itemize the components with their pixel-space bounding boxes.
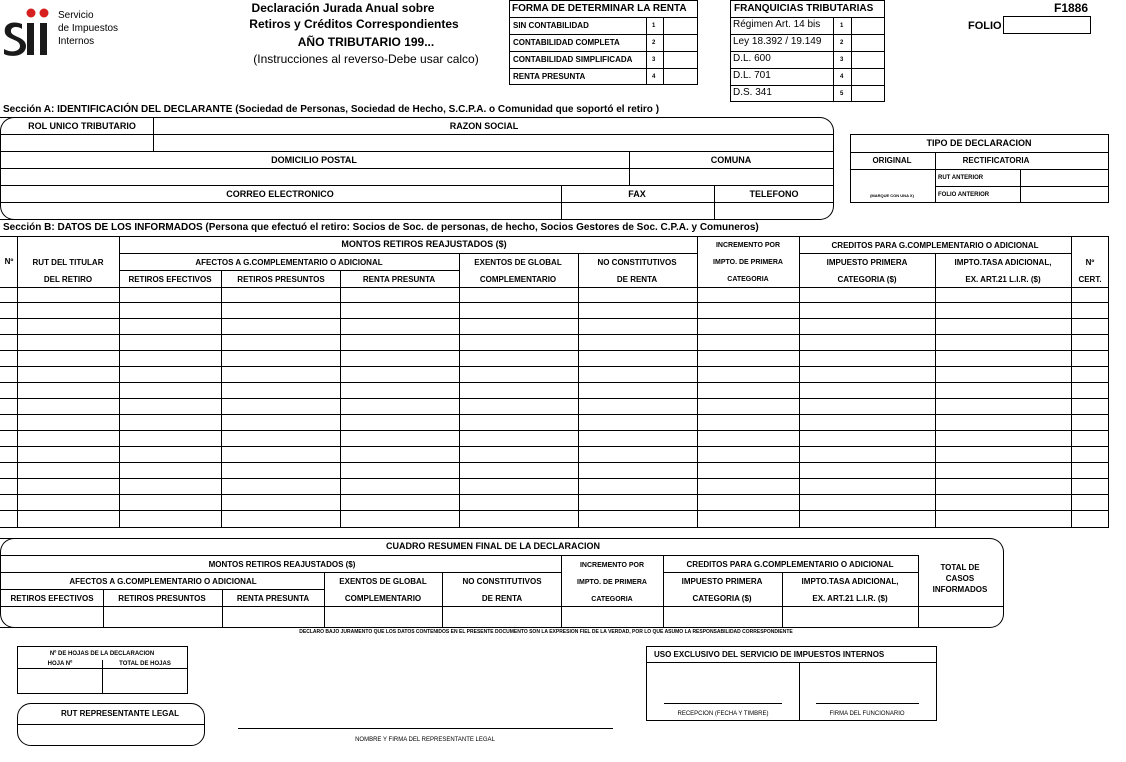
domicilio-input[interactable]	[1, 169, 628, 185]
resumen-creditos: CREDITOS PARA G.COMPLEMENTARIO O ADICIONAL	[686, 560, 894, 569]
col-afectos: AFECTOS A G.COMPLEMENTARIO O ADICIONAL	[195, 258, 383, 267]
rut-label: ROL UNICO TRIBUTARIO	[28, 121, 136, 131]
form-title-line1: Declaración Jurada Anual sobre	[251, 1, 435, 15]
form-subtitle: (Instrucciones al reverso-Debe usar calco)	[253, 52, 479, 66]
declaration-text: DECLARO BAJO JURAMENTO QUE LOS DATOS CONTENIDOS EN EL PRESENTE DOCUMENTO SON LA EXPRESION FIEL DE LA VERDAD, POR LO QUE ASUMO LA RESPONSABILIDAD CORRESPONDIENTE	[299, 629, 793, 635]
fax-input[interactable]	[562, 203, 713, 219]
forma-renta-num: 4	[652, 74, 656, 80]
franquicia-num: 2	[840, 40, 844, 46]
resumen-no-constitutivos: DE RENTA	[481, 594, 523, 603]
rut-input[interactable]	[1, 135, 152, 151]
col-retiros-efectivos: RETIROS EFECTIVOS	[128, 275, 212, 284]
franquicias-title: FRANQUICIAS TRIBUTARIAS	[734, 3, 874, 14]
domicilio-label: DOMICILIO POSTAL	[271, 155, 357, 165]
resumen-montos: MONTOS RETIROS REAJUSTADOS ($)	[208, 560, 356, 569]
org-name-line2: de Impuestos	[58, 23, 119, 34]
rut-representante-input[interactable]	[30, 725, 192, 744]
rectificatoria-label: RECTIFICATORIA	[962, 156, 1030, 165]
resumen-input-row[interactable]	[10, 607, 1000, 626]
col-rut-titular: RUT DEL TITULAR	[32, 258, 104, 267]
col-renta-presunta: RENTA PRESUNTA	[362, 275, 436, 284]
telefono-label: TELEFONO	[749, 189, 799, 199]
tipo-declaracion-title: TIPO DE DECLARACION	[926, 138, 1032, 148]
franquicia-item: Ley 18.392 / 19.149	[733, 36, 822, 47]
col-impuesto-primera: CATEGORIA ($)	[837, 275, 897, 284]
resumen-renta-presunta: RENTA PRESUNTA	[236, 594, 310, 603]
franquicia-checkbox[interactable]	[852, 35, 884, 51]
col-incremento: CATEGORIA	[727, 276, 769, 283]
uso-exclusivo-title: USO EXCLUSIVO DEL SERVICIO DE IMPUESTOS INTERNOS	[654, 650, 885, 659]
col-cert: Nº	[1085, 258, 1095, 267]
resumen-incremento: IMPTO. DE PRIMERA	[577, 579, 647, 586]
col-impto-tasa: EX. ART.21 L.I.R. ($)	[965, 275, 1041, 284]
franquicia-checkbox[interactable]	[852, 86, 884, 102]
org-name-line1: Servicio	[58, 10, 94, 21]
resumen-total-casos: INFORMADOS	[932, 585, 988, 594]
forma-renta-item: SIN CONTABILIDAD	[513, 21, 589, 30]
form-title-year: AÑO TRIBUTARIO 199...	[297, 35, 435, 49]
col-exentos: COMPLEMENTARIO	[479, 275, 557, 284]
hoja-n-label: HOJA Nº	[47, 661, 73, 667]
col-creditos: CREDITOS PARA G.COMPLEMENTARIO O ADICIONAL	[831, 241, 1039, 250]
firma-line	[238, 728, 613, 729]
table-row[interactable]	[18, 288, 1071, 527]
rut-anterior-input[interactable]	[1021, 170, 1108, 186]
franquicia-num: 5	[840, 91, 844, 97]
resumen-impto-tasa: IMPTO.TASA ADICIONAL,	[801, 577, 899, 586]
franquicia-checkbox[interactable]	[852, 18, 884, 34]
franquicia-checkbox[interactable]	[852, 69, 884, 85]
resumen-total-casos: TOTAL DE	[940, 563, 980, 572]
forma-renta-item: CONTABILIDAD COMPLETA	[513, 38, 620, 47]
sii-logo-icon	[2, 6, 54, 56]
col-exentos: EXENTOS DE GLOBAL	[474, 258, 562, 267]
col-no-constitutivos: NO CONSTITUTIVOS	[597, 258, 677, 267]
resumen-retiros-presuntos: RETIROS PRESUNTOS	[118, 594, 206, 603]
total-hojas-label: TOTAL DE HOJAS	[119, 661, 171, 667]
hoja-n-input[interactable]	[18, 669, 101, 693]
firma-funcionario-label: FIRMA DEL FUNCIONARIO	[829, 711, 905, 717]
correo-input[interactable]	[10, 203, 560, 219]
firma-representante-label: NOMBRE Y FIRMA DEL REPRESENTANTE LEGAL	[355, 737, 495, 743]
resumen-exentos: EXENTOS DE GLOBAL	[339, 577, 427, 586]
franquicia-checkbox[interactable]	[852, 52, 884, 68]
forma-renta-item: RENTA PRESUNTA	[513, 72, 586, 81]
rut-representante-label: RUT REPRESENTANTE LEGAL	[60, 709, 180, 718]
marque-x-label: (MARQUE CON UNA X)	[870, 193, 914, 198]
franquicia-num: 1	[840, 23, 844, 29]
forma-renta-checkbox[interactable]	[664, 69, 697, 85]
org-name-line3: Internos	[58, 36, 95, 47]
col-incremento: INCREMENTO POR	[715, 242, 781, 249]
franquicia-item: Régimen Art. 14 bis	[733, 19, 821, 30]
forma-renta-num: 2	[652, 40, 656, 46]
original-label: ORIGINAL	[872, 156, 912, 165]
folio-anterior-input[interactable]	[1021, 187, 1108, 202]
rut-anterior-label: RUT ANTERIOR	[938, 175, 984, 181]
resumen-title: CUADRO RESUMEN FINAL DE LA DECLARACION	[385, 541, 601, 551]
folio-anterior-label: FOLIO ANTERIOR	[938, 192, 990, 198]
form-code: F1886	[1054, 1, 1089, 15]
franquicia-num: 3	[840, 57, 844, 63]
forma-renta-checkbox[interactable]	[664, 52, 697, 68]
total-hojas-input[interactable]	[103, 669, 187, 693]
resumen-retiros-efectivos: RETIROS EFECTIVOS	[10, 594, 94, 603]
col-impto-tasa: IMPTO.TASA ADICIONAL,	[954, 258, 1052, 267]
resumen-afectos: AFECTOS A G.COMPLEMENTARIO O ADICIONAL	[69, 577, 257, 586]
comuna-label: COMUNA	[710, 155, 752, 165]
hojas-title: Nº DE HOJAS DE LA DECLARACION	[49, 651, 155, 657]
recepcion-label: RECEPCION (FECHA Y TIMBRE)	[677, 711, 769, 717]
forma-renta-num: 3	[652, 57, 656, 63]
franquicia-num: 4	[840, 74, 844, 80]
col-retiros-presuntos: RETIROS PRESUNTOS	[237, 275, 325, 284]
franquicia-item: D.L. 701	[733, 70, 771, 81]
franquicia-item: D.S. 341	[733, 87, 772, 98]
col-montos: MONTOS RETIROS REAJUSTADOS ($)	[341, 239, 507, 249]
original-checkbox[interactable]	[851, 170, 934, 192]
col-impuesto-primera: IMPUESTO PRIMERA	[826, 258, 908, 267]
col-num: Nº	[4, 257, 14, 266]
resumen-exentos: COMPLEMENTARIO	[344, 594, 422, 603]
section-b-title: Sección B: DATOS DE LOS INFORMADOS (Persona que efectuó el retiro: Socios de Soc. de personas, de hecho, Socios Gestores de Soc. C.P.A. y Comuneros)	[3, 222, 759, 233]
razon-social-label: RAZON SOCIAL	[449, 121, 519, 131]
folio-input[interactable]	[1003, 16, 1091, 34]
col-rut-titular: DEL RETIRO	[43, 275, 93, 284]
forma-renta-title: FORMA DE DETERMINAR LA RENTA	[512, 3, 687, 14]
col-incremento: IMPTO. DE PRIMERA	[713, 259, 783, 266]
forma-renta-checkbox[interactable]	[664, 18, 697, 34]
fax-label: FAX	[628, 189, 646, 199]
folio-label: FOLIO	[968, 20, 1002, 32]
franquicia-item: D.L. 600	[733, 53, 771, 64]
col-cert: CERT.	[1078, 275, 1102, 284]
resumen-incremento: CATEGORIA	[591, 596, 633, 603]
resumen-impuesto-primera: IMPUESTO PRIMERA	[681, 577, 763, 586]
comuna-input[interactable]	[630, 169, 832, 185]
resumen-impuesto-primera: CATEGORIA ($)	[692, 594, 752, 603]
forma-renta-item: CONTABILIDAD SIMPLIFICADA	[513, 56, 633, 64]
section-a-title: Sección A: IDENTIFICACIÓN DEL DECLARANTE (Sociedad de Personas, Sociedad de Hecho, S.C.P.A. o Comunidad que soportó el retiro )	[3, 104, 660, 115]
resumen-no-constitutivos: NO CONSTITUTIVOS	[462, 577, 542, 586]
form-title-line2: Retiros y Créditos Correspondientes	[249, 17, 459, 31]
resumen-incremento: INCREMENTO POR	[579, 562, 645, 569]
telefono-input[interactable]	[715, 203, 827, 219]
forma-renta-num: 1	[652, 23, 656, 29]
col-no-constitutivos: DE RENTA	[616, 275, 658, 284]
razon-social-input[interactable]	[154, 135, 832, 151]
forma-renta-checkbox[interactable]	[664, 35, 697, 51]
resumen-impto-tasa: EX. ART.21 L.I.R. ($)	[812, 594, 888, 603]
correo-label: CORREO ELECTRONICO	[226, 189, 334, 199]
resumen-total-casos: CASOS	[945, 574, 975, 583]
